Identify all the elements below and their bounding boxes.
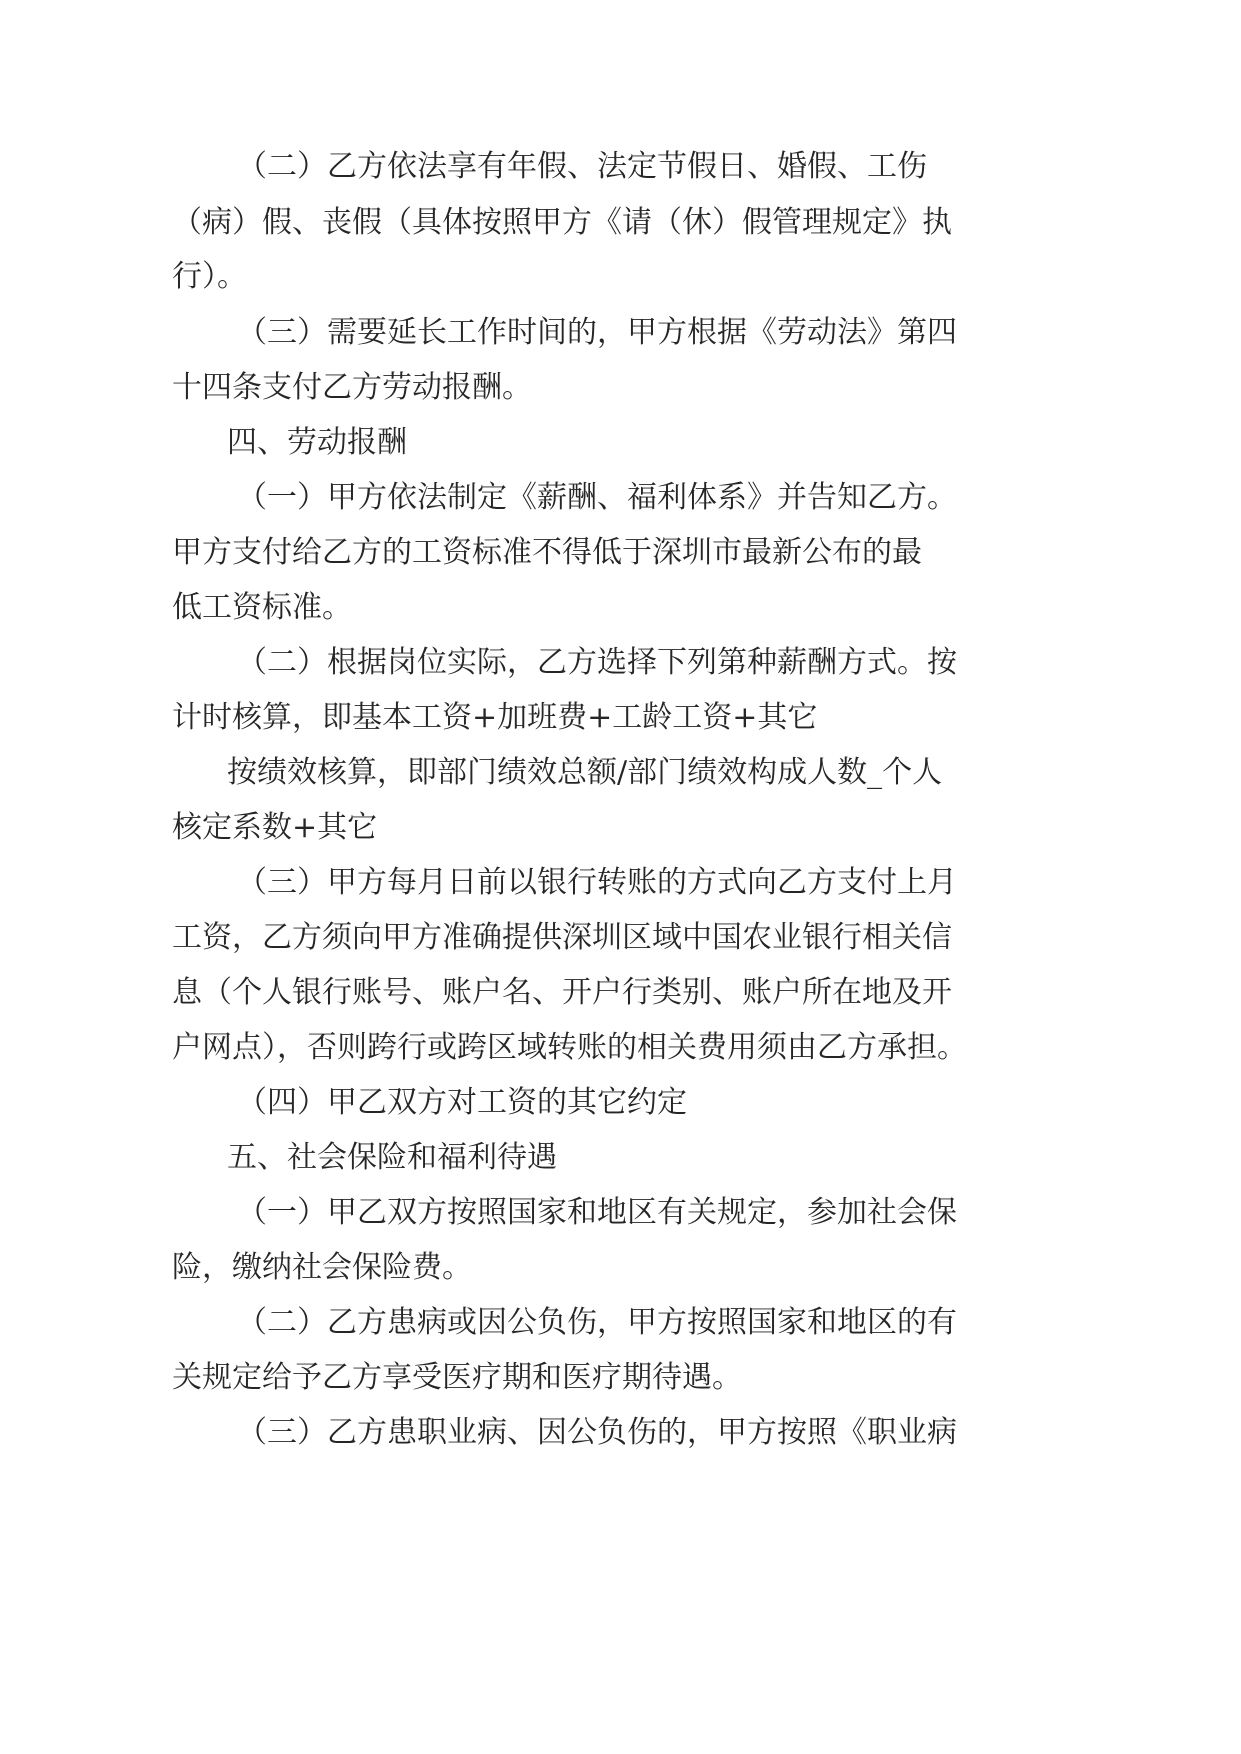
text-line: （二）乙方依法享有年假、法定节假日、婚假、工伤 <box>237 149 927 184</box>
text-line: 工资，乙方须向甲方准确提供深圳区域中国农业银行相关信 <box>172 920 952 955</box>
text-line: 息（个人银行账号、账户名、开户行类别、账户所在地及开 <box>172 975 952 1010</box>
text-line: 按绩效核算，即部门绩效总额/部门绩效构成人数_个人 <box>227 755 943 790</box>
text-line: 行）。 <box>172 259 247 294</box>
text-line: （病）假、丧假（具体按照甲方《请（休）假管理规定》执 <box>172 205 952 240</box>
section-heading: 四、劳动报酬 <box>227 425 407 460</box>
section-heading: 五、社会保险和福利待遇 <box>227 1140 557 1175</box>
text-line: 十四条支付乙方劳动报酬。 <box>172 370 532 405</box>
text-line: 甲方支付给乙方的工资标准不得低于深圳市最新公布的最 <box>172 535 922 570</box>
text-line: 关规定给予乙方享受医疗期和医疗期待遇。 <box>172 1360 742 1395</box>
text-line: 险，缴纳社会保险费。 <box>172 1250 472 1285</box>
text-line: （一）甲方依法制定《薪酬、福利体系》并告知乙方。 <box>237 480 957 515</box>
text-line: （三）需要延长工作时间的，甲方根据《劳动法》第四 <box>237 315 957 350</box>
text-line: （三）甲方每月日前以银行转账的方式向乙方支付上月 <box>237 865 957 900</box>
text-line: （一）甲乙双方按照国家和地区有关规定，参加社会保 <box>237 1195 957 1230</box>
text-line: 低工资标准。 <box>172 590 352 625</box>
text-line: （二）根据岗位实际，乙方选择下列第种薪酬方式。按 <box>237 645 957 680</box>
text-line: （三）乙方患职业病、因公负伤的，甲方按照《职业病 <box>237 1415 957 1450</box>
text-line: （四）甲乙双方对工资的其它约定 <box>237 1085 687 1120</box>
text-line: 计时核算，即基本工资+加班费+工龄工资+其它 <box>172 700 818 735</box>
text-line: 户网点），否则跨行或跨区域转账的相关费用须由乙方承担。 <box>172 1030 967 1065</box>
text-line: （二）乙方患病或因公负伤，甲方按照国家和地区的有 <box>237 1305 957 1340</box>
text-line: 核定系数+其它 <box>172 810 378 845</box>
